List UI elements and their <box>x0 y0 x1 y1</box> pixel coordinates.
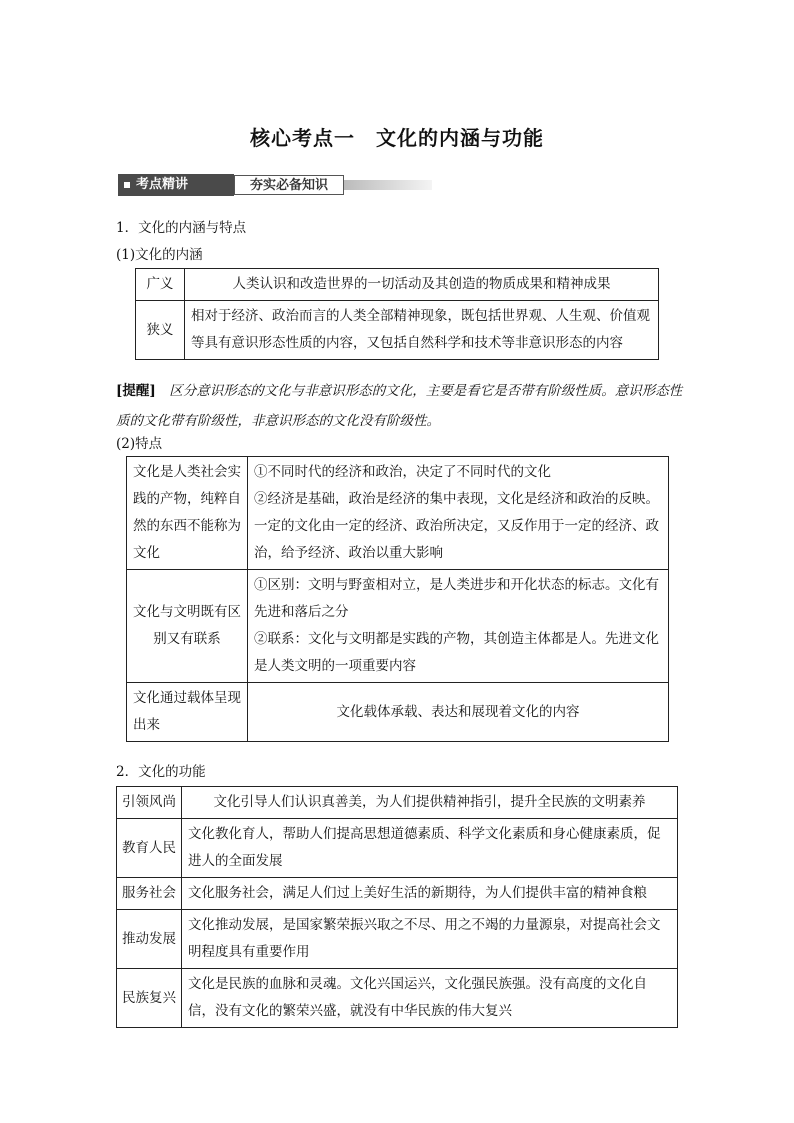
table-cell-key: 教育人民 <box>117 819 182 878</box>
table-row <box>117 787 678 819</box>
table-cell-key: 狭义 <box>136 301 185 360</box>
table-cell-value: 文化服务社会，满足人们过上美好生活的新期待，为人们提供丰富的精神食粮 <box>182 878 678 910</box>
functions-table <box>116 786 678 1028</box>
banner-label-secondary: 夯实必备知识 <box>234 175 344 195</box>
table-cell-value: 相对于经济、政治而言的人类全部精神现象，既包括世界观、人生观、价值观等具有意识形态性质的内容，又包括自然科学和技术等非意识形态的内容 <box>185 301 659 360</box>
table-cell-key: 文化与文明既有区别又有联系 <box>127 570 248 683</box>
table-cell-value: 文化教化育人，帮助人们提高思想道德素质、科学文化素质和身心健康素质，促进人的全面发展 <box>182 819 678 878</box>
table-row <box>127 683 669 742</box>
table-cell-value: 文化载体承载、表达和展现着文化的内容 <box>248 683 669 742</box>
feature-line: ②联系：文化与文明都是实践的产物，其创造主体都是人。先进文化是人类文明的一项重要内容 <box>254 631 659 674</box>
table-cell-key: 民族复兴 <box>117 969 182 1028</box>
table-cell-value: 人类认识和改造世界的一切活动及其创造的物质成果和精神成果 <box>185 269 659 301</box>
table-row <box>117 878 678 910</box>
table-row <box>127 570 669 683</box>
table-cell-value: 文化是民族的血脉和灵魂。文化兴国运兴，文化强民族强。没有高度的文化自信，没有文化的繁荣兴盛，就没有中华民族的伟大复兴 <box>182 969 678 1028</box>
table-cell-key: 引领风尚 <box>117 787 182 819</box>
section1-sub2: (2)特点 <box>116 436 163 452</box>
feature-line: ①不同时代的经济和政治，决定了不同时代的文化 <box>254 464 551 480</box>
section1-sub1: (1)文化的内涵 <box>116 247 203 263</box>
table-row <box>136 301 659 360</box>
tip-paragraph <box>116 376 684 436</box>
banner-fade-bar <box>344 180 432 190</box>
feature-line: ②经济是基础，政治是经济的集中表现，文化是经济和政治的反映。一定的文化由一定的经济、政治所决定，又反作用于一定的经济、政治，给予经济、政治以重大影响 <box>254 491 659 561</box>
features-table <box>126 456 669 742</box>
section2-heading: 2．文化的功能 <box>116 764 206 780</box>
section-banner <box>118 174 432 196</box>
definition-table <box>135 268 659 360</box>
section1-heading: 1．文化的内涵与特点 <box>116 220 247 236</box>
page-title: 核心考点一 文化的内涵与功能 <box>250 126 544 150</box>
table-row <box>117 969 678 1028</box>
table-row <box>117 819 678 878</box>
table-cell-key: 推动发展 <box>117 910 182 969</box>
table-row <box>136 269 659 301</box>
banner-label-primary: 考点精讲 <box>118 174 234 196</box>
table-row <box>117 910 678 969</box>
table-cell-value: 文化引导人们认识真善美，为人们提供精神指引，提升全民族的文明素养 <box>182 787 678 819</box>
tip-label: [提醒] <box>116 383 156 399</box>
table-cell-value <box>248 570 669 683</box>
table-cell-key: 文化通过载体呈现出来 <box>127 683 248 742</box>
table-cell-key: 服务社会 <box>117 878 182 910</box>
tip-text: 区分意识形态的文化与非意识形态的文化，主要是看它是否带有阶级性质。意识形态性质的文化带有阶级性，非意识形态的文化没有阶级性。 <box>116 383 683 429</box>
table-cell-key: 广义 <box>136 269 185 301</box>
table-cell-value <box>248 457 669 570</box>
table-cell-key: 文化是人类社会实践的产物，纯粹自然的东西不能称为文化 <box>127 457 248 570</box>
table-cell-value: 文化推动发展，是国家繁荣振兴取之不尽、用之不竭的力量源泉，对提高社会文明程度具有重要作用 <box>182 910 678 969</box>
feature-line: ①区别：文明与野蛮相对立，是人类进步和开化状态的标志。文化有先进和落后之分 <box>254 577 659 620</box>
table-row <box>127 457 669 570</box>
